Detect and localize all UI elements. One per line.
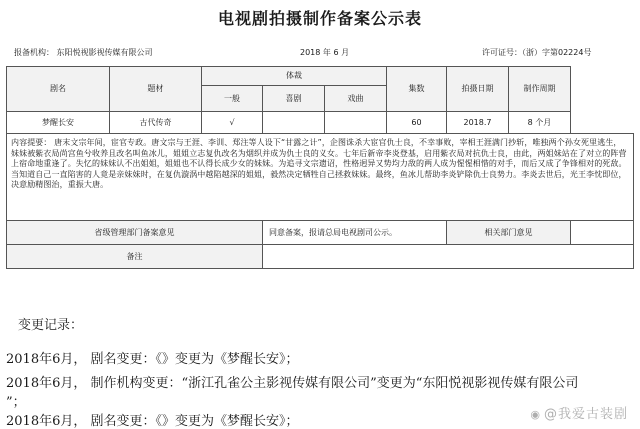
provincial-label: 省级管理部门备案意见 <box>7 221 263 245</box>
change-line: ”； <box>6 395 26 410</box>
cell-episodes: 60 <box>387 112 447 134</box>
watermark-text: @我爱古装剧 <box>543 407 628 422</box>
filing-date: 2018 年 6 月 <box>300 48 350 57</box>
related-label: 相关部门意见 <box>447 221 571 245</box>
table-row <box>7 112 634 134</box>
synopsis-text: 内容提要： 唐末文宗年间，宦官专政。唐文宗与王涯、李训、郑注等人设下“甘露之计”，企图诛杀大宦官仇士良，不幸事败，宰相王涯满门抄斩，唯独两个孙女死里逃生，妹妹被紫衣局尚宫鱼兮收养且改名叫鱼冰儿，姐姐立志复仇改名为烟织并成为仇士良的义女。七年后新帝李炎登基，启用紫衣局对抗仇士良，由此，两姐妹站在了对立的阵营上宿命地重逢了。失忆的妹妹认不出姐姐，姐姐也不认得长成少女的妹妹。为追寻文宗遗诏，性格迥异又势均力敌的两人成为惺惺相惜的对手，而后又成了争锋相对的死敌。当知道自己一直陷害的人竟是亲妹妹时，在复仇漩涡中越陷越深的姐姐，毅然决定牺牲自己拯救妹妹。最终，鱼冰儿帮助李炎铲除仇士良势力。李炎去世后，光王李忱即位，决意励精图治，重振大唐。 <box>7 134 634 221</box>
header-genre: 体裁 <box>202 67 387 86</box>
header-name: 剧名 <box>7 67 110 112</box>
related-opinion <box>571 221 634 245</box>
header-comedy: 喜剧 <box>263 86 325 112</box>
cell-name: 梦醒长安 <box>7 112 110 134</box>
remarks-value <box>263 245 634 269</box>
cell-shoot-date: 2018.7 <box>447 112 509 134</box>
remarks-row <box>7 245 634 269</box>
cell-theme: 古代传奇 <box>110 112 202 134</box>
header-opera: 戏曲 <box>325 86 387 112</box>
cell-comedy <box>263 112 325 134</box>
cell-general: √ <box>202 112 263 134</box>
remarks-label: 备注 <box>7 245 263 269</box>
cell-opera <box>325 112 387 134</box>
cell-cycle: 8 个月 <box>509 112 571 134</box>
permit-number: 许可证号：（浙）字第02224号 <box>482 48 592 57</box>
watermark <box>530 403 628 422</box>
filing-org: 报备机构： 东阳悦视影视传媒有限公司 <box>14 48 153 57</box>
change-line: 2018年6月， 制作机构变更：“浙江孔雀公主影视传媒有限公司”变更为“东阳悦视影视传媒有限公司 <box>6 376 579 391</box>
document-title: 电视剧拍摄制作备案公示表 <box>217 9 422 28</box>
change-record-title: 变更记录： <box>18 318 84 333</box>
weibo-icon: ◉ <box>530 408 541 421</box>
header-row-1 <box>7 67 634 86</box>
change-line: 2018年6月， 剧名变更：《》变更为《梦醒长安》； <box>6 352 299 367</box>
header-theme: 题材 <box>110 67 202 112</box>
header-cycle: 制作周期 <box>509 67 571 112</box>
provincial-opinion: 同意备案，报请总局电视剧司公示。 <box>263 221 447 245</box>
synopsis-row <box>7 134 634 221</box>
change-line: 2018年6月， 剧名变更：《》变更为《梦醒长安》； <box>6 414 299 429</box>
header-shoot-date: 拍摄日期 <box>447 67 509 112</box>
filing-table <box>6 66 634 269</box>
opinion-row <box>7 221 634 245</box>
header-general: 一般 <box>202 86 263 112</box>
header-episodes: 集数 <box>387 67 447 112</box>
